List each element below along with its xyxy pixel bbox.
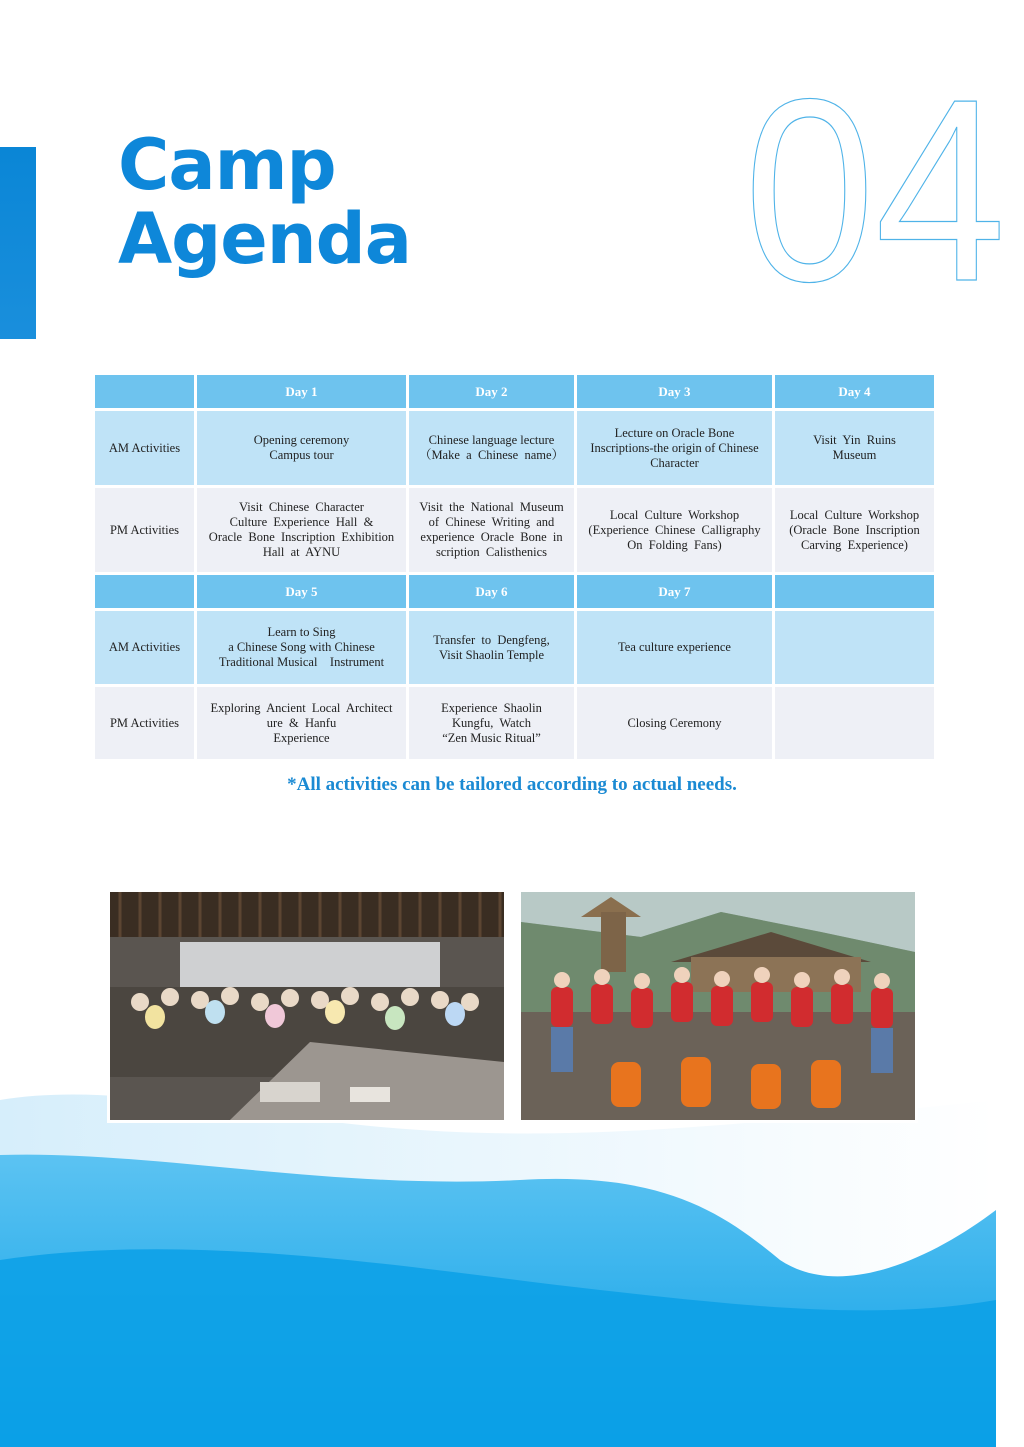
activity-line: Carving Experience) <box>801 537 908 552</box>
activity-line: Museum <box>832 448 877 462</box>
activity-line: Learn to Sing <box>267 625 336 639</box>
activity-line: Experience Shaolin <box>441 700 542 715</box>
activity-cell <box>197 411 406 488</box>
activity-cell <box>775 687 934 762</box>
activity-cell <box>577 611 772 687</box>
activity-line: Visit Yin Ruins <box>813 433 896 447</box>
activity-cell <box>197 488 406 575</box>
day-header: Day 6 <box>409 575 574 611</box>
activity-cell <box>577 687 772 762</box>
activity-cell <box>775 611 934 687</box>
table-row-pm-week2 <box>95 687 934 762</box>
activity-cell <box>197 687 406 762</box>
activity-cell <box>775 488 934 575</box>
activity-line: Character <box>650 455 699 470</box>
row-label-pm: PM Activities <box>95 687 194 762</box>
activity-line: Opening ceremony <box>253 433 350 447</box>
activity-line: Inscriptions-the origin of Chinese <box>590 440 759 455</box>
activity-line: Local Culture Workshop <box>789 507 920 522</box>
day-header: Day 3 <box>577 375 772 411</box>
row-label-am: AM Activities <box>95 411 194 488</box>
table-row-pm-week1 <box>95 488 934 575</box>
table-header-row-week1 <box>95 375 934 411</box>
activity-line: (Oracle Bone Inscription <box>789 522 920 537</box>
activity-line: Traditional Musical Instrument <box>218 655 385 669</box>
row-label-pm: PM Activities <box>95 488 194 575</box>
activity-line: of Chinese Writing and <box>428 515 555 529</box>
activity-cell <box>577 411 772 488</box>
section-number-text: 04 <box>744 80 1006 285</box>
agenda-table <box>92 375 937 762</box>
day-header: Day 5 <box>197 575 406 611</box>
day-header: Day 2 <box>409 375 574 411</box>
activity-cell <box>409 488 574 575</box>
activity-line: （Make a Chinese name） <box>418 448 565 462</box>
day-header: Day 7 <box>577 575 772 611</box>
activity-line: Visit the National Museum <box>419 500 564 514</box>
page-title-line-1: Camp <box>118 124 336 206</box>
activity-line: Closing Ceremony <box>627 715 722 730</box>
activity-line: ure & Hanfu <box>266 715 337 730</box>
activity-line: On Folding Fans) <box>627 537 722 552</box>
activity-cell <box>409 611 574 687</box>
activity-line: Visit Chinese Character <box>239 500 364 514</box>
activity-cell <box>577 488 772 575</box>
side-accent-bar <box>0 147 36 339</box>
activity-line: Culture Experience Hall & <box>229 515 374 529</box>
activity-line: Exploring Ancient Local Architect <box>210 700 393 715</box>
photo-shaolin-temple-group <box>518 889 918 1123</box>
activity-line: a Chinese Song with Chinese <box>228 640 375 654</box>
activity-line: Campus tour <box>269 448 334 462</box>
activity-line: “Zen Music Ritual” <box>442 730 541 745</box>
activity-line: (Experience Chinese Calligraphy <box>588 522 761 537</box>
photo-calligraphy-fans-group <box>107 889 507 1123</box>
table-row-am-week2 <box>95 611 934 687</box>
section-number <box>744 80 1006 285</box>
activity-cell <box>409 687 574 762</box>
activity-line: Transfer to Dengfeng, <box>433 632 550 647</box>
activity-line: Local Culture Workshop <box>609 507 740 522</box>
table-header-row-week2 <box>95 575 934 611</box>
activity-cell <box>409 411 574 488</box>
day-header: Day 1 <box>197 375 406 411</box>
activity-line: Kungfu, Watch <box>452 715 531 730</box>
activity-line: experience Oracle Bone in <box>420 530 563 544</box>
activity-line: Oracle Bone Inscription Exhibition <box>208 530 395 544</box>
tailoring-note: *All activities can be tailored according to actual needs. <box>287 774 737 795</box>
activity-cell <box>197 611 406 687</box>
row-label-am: AM Activities <box>95 611 194 687</box>
header-corner-cell <box>95 575 194 611</box>
header-corner-cell <box>95 375 194 411</box>
activity-line: Experience <box>273 730 330 745</box>
activity-line: Chinese language lecture <box>428 433 555 447</box>
day-header: Day 4 <box>775 375 934 411</box>
page-title-line-2: Agenda <box>118 198 411 280</box>
activity-line: Hall at AYNU <box>262 545 341 559</box>
activity-line: Visit Shaolin Temple <box>438 647 545 662</box>
activity-line: Tea culture experience <box>618 640 731 654</box>
activity-line: scription Calisthenics <box>435 545 548 559</box>
day-header <box>775 575 934 611</box>
activity-line: Lecture on Oracle Bone <box>614 425 735 440</box>
activity-cell <box>775 411 934 488</box>
table-row-am-week1 <box>95 411 934 488</box>
